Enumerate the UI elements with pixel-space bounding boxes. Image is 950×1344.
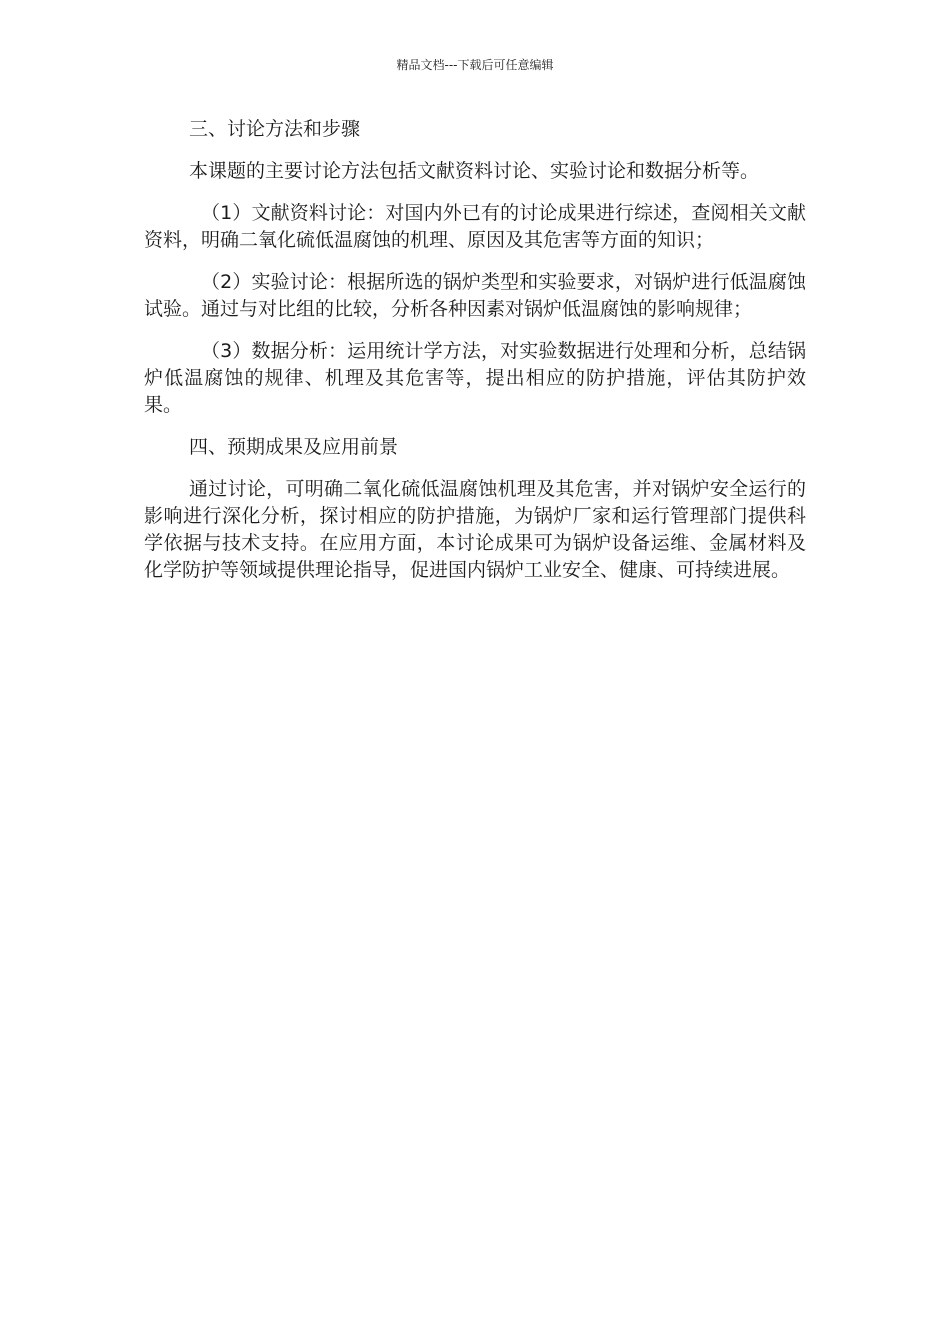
section-3-item-1: （1）文献资料讨论：对国内外已有的讨论成果进行综述，查阅相关文献资料，明确二氧化硫低温腐蚀的机理、原因及其危害等方面的知识； xyxy=(144,202,806,251)
section-4-heading: 四、预期成果及应用前景 xyxy=(189,436,399,458)
section-3-heading: 三、讨论方法和步骤 xyxy=(189,118,361,140)
section-3-item-3: （3）数据分析：运用统计学方法，对实验数据进行处理和分析，总结锅炉低温腐蚀的规律、机理及其危害等，提出相应的防护措施，评估其防护效果。 xyxy=(144,340,806,416)
section-4-body: 通过讨论，可明确二氧化硫低温腐蚀机理及其危害，并对锅炉安全运行的影响进行深化分析，探讨相应的防护措施，为锅炉厂家和运行管理部门提供科学依据与技术支持。在应用方面，本讨论成果可为锅炉设备运维、金属材料及化学防护等领域提供理论指导，促进国内锅炉工业安全、健康、可持续进展。 xyxy=(144,478,806,581)
page-header: 精品文档---下载后可任意编辑 xyxy=(396,58,554,72)
section-3-intro: 本课题的主要讨论方法包括文献资料讨论、实验讨论和数据分析等。 xyxy=(189,160,760,182)
section-3-item-2: （2）实验讨论：根据所选的锅炉类型和实验要求，对锅炉进行低温腐蚀试验。通过与对比组的比较，分析各种因素对锅炉低温腐蚀的影响规律； xyxy=(144,271,806,320)
document-body xyxy=(144,116,806,599)
